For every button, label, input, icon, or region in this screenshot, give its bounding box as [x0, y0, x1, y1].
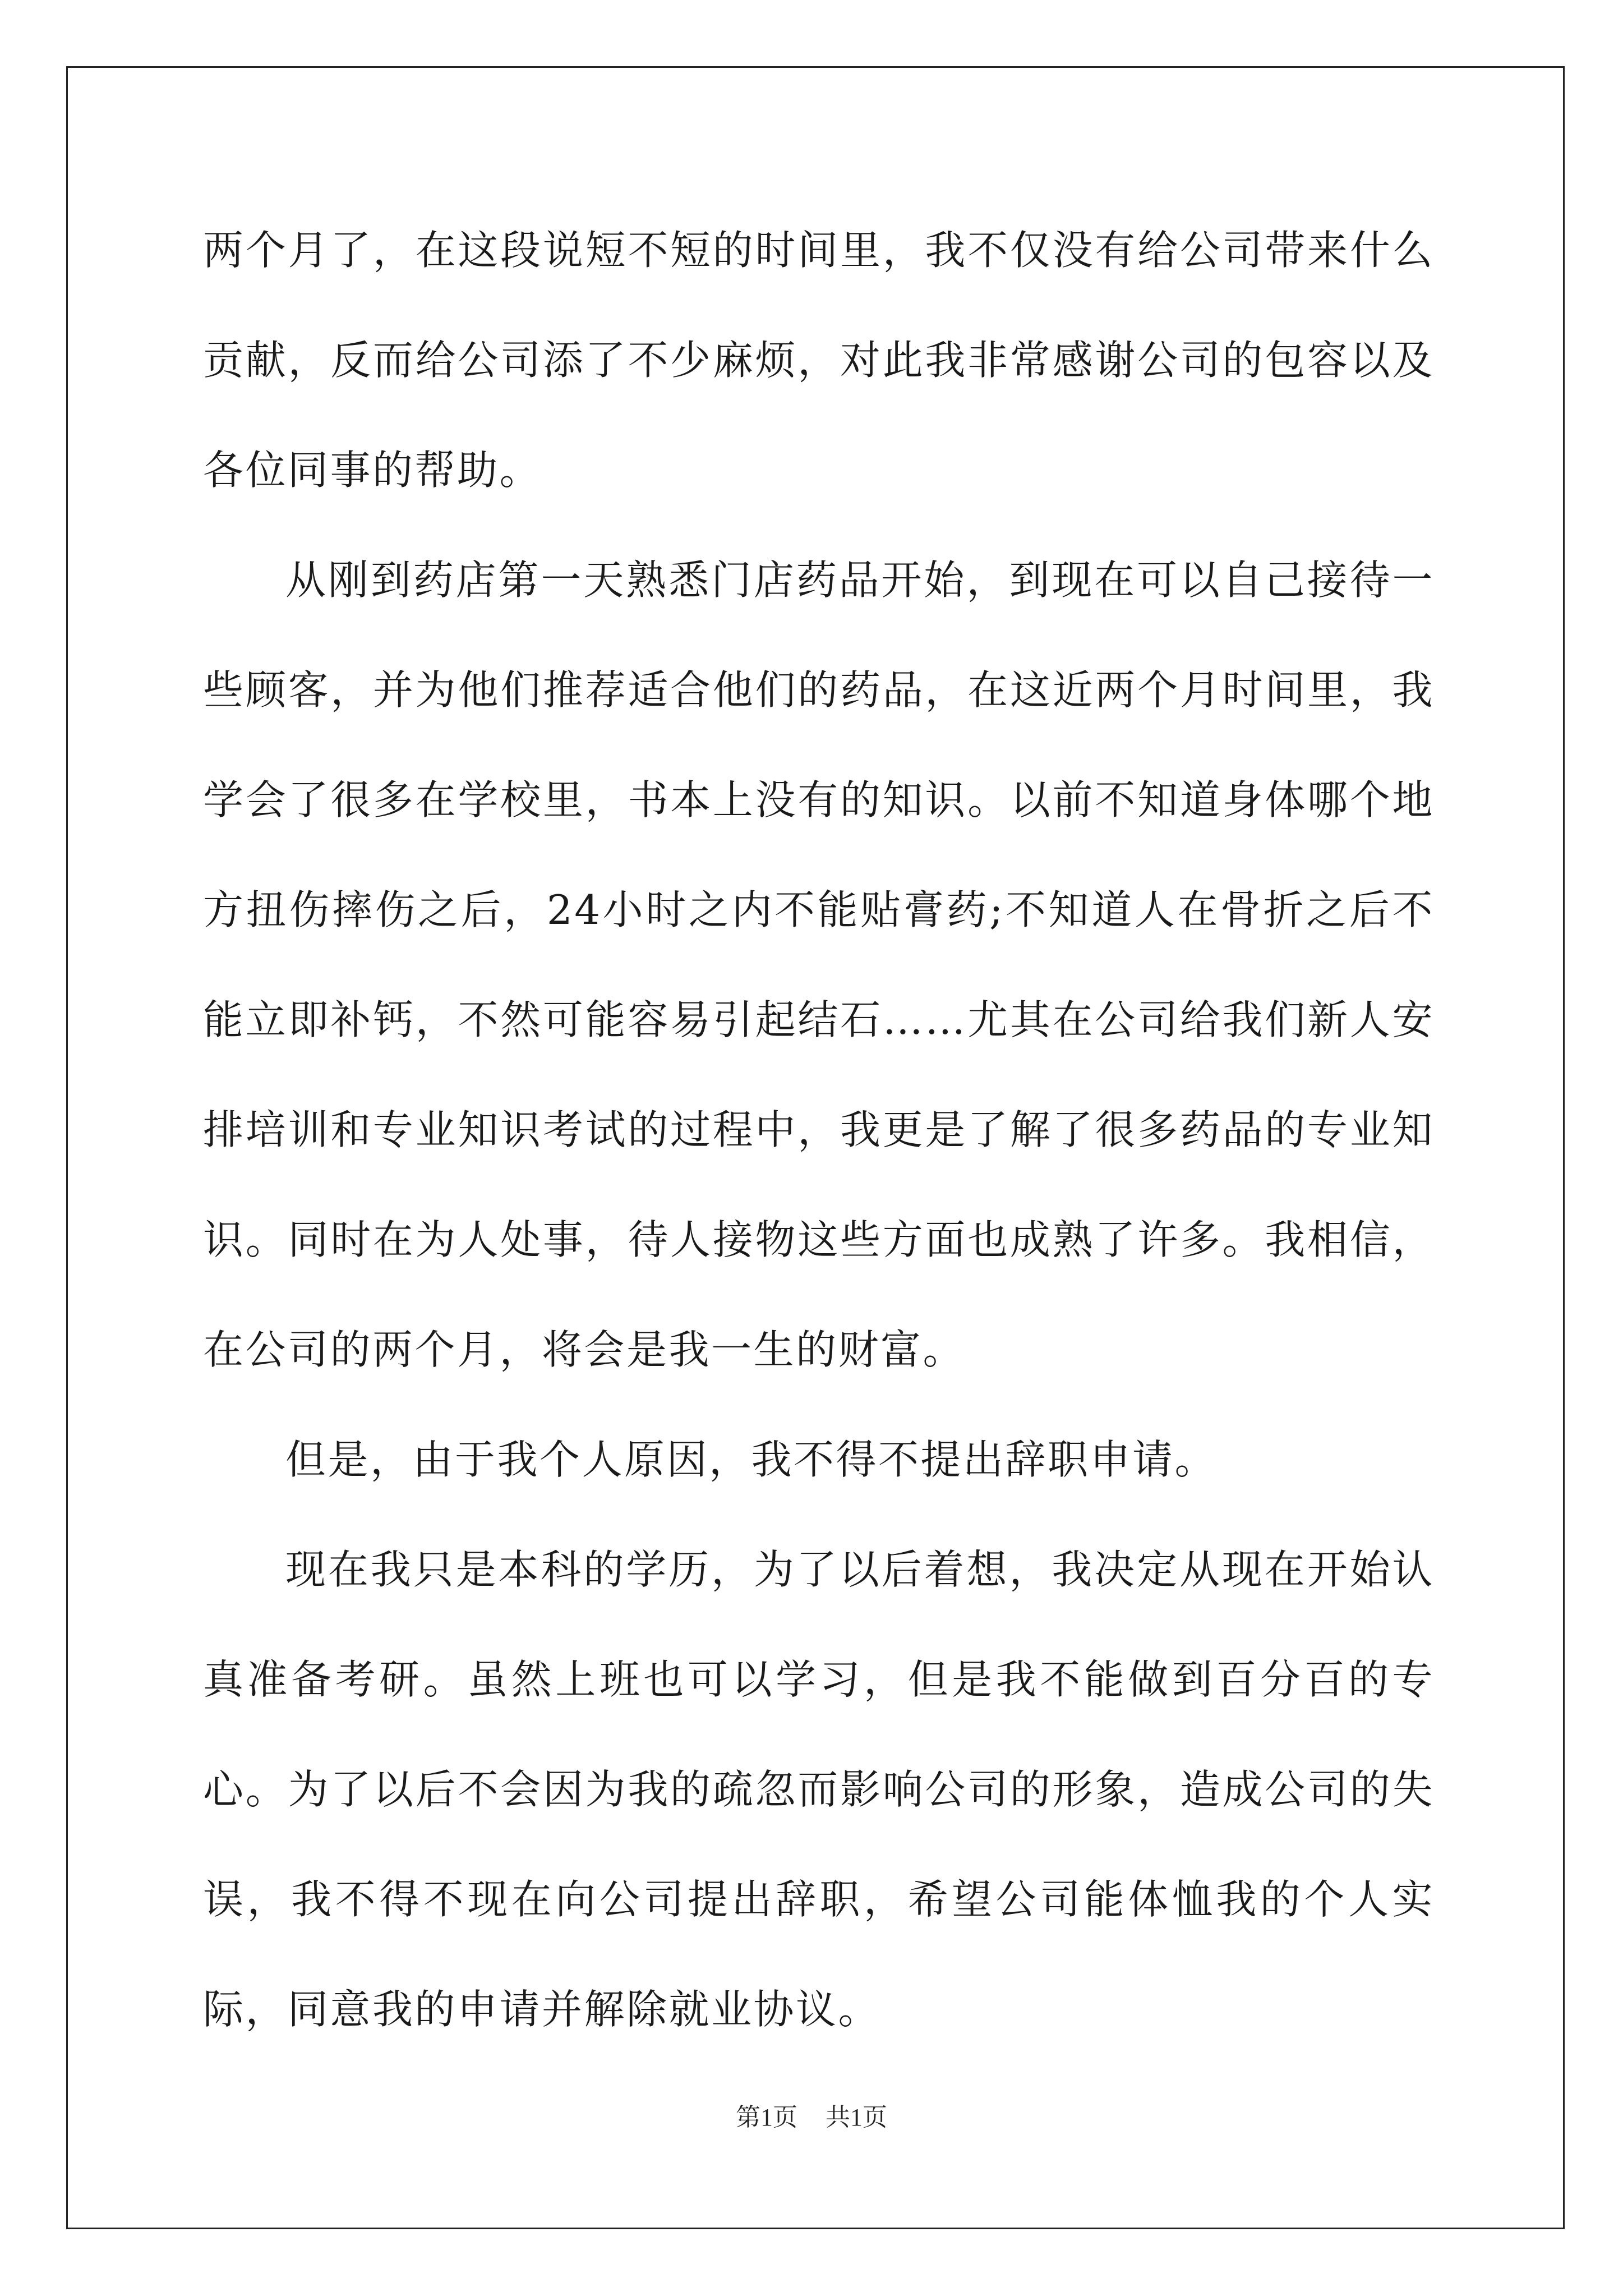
current-page-label: 第1页: [736, 2104, 797, 2131]
paragraph-4: 现在我只是本科的学历，为了以后着想，我决定从现在开始认真准备考研。虽然上班也可以学习，但是我不能做到百分百的专心。为了以后不会因为我的疏忽而影响公司的形象，造成公司的失误，我不得不现在向公司提出辞职，希望公司能体恤我的个人实际，同意我的申请并解除就业协议。: [203, 1546, 1435, 2033]
paragraph-1: 两个月了，在这段说短不短的时间里，我不仅没有给公司带来什么贡献，反而给公司添了不少麻烦，对此我非常感谢公司的包容以及各位同事的帮助。: [203, 227, 1435, 494]
total-pages-label: 共1页: [826, 2104, 887, 2131]
page-footer: [0, 2101, 1623, 2134]
paragraph-2: 从刚到药店第一天熟悉门店药品开始，到现在可以自己接待一些顾客，并为他们推荐适合他们的药品，在这近两个月时间里，我学会了很多在学校里，书本上没有的知识。以前不知道身体哪个地方扭伤摔伤之后，24小时之内不能贴膏药;不知道人在骨折之后不能立即补钙，不然可能容易引起结石……尤其在公司给我们新人安排培训和专业知识考试的过程中，我更是了解了很多药品的专业知识。同时在为人处事，待人接物这些方面也成熟了许多。我相信，在公司的两个月，将会是我一生的财富。: [203, 556, 1435, 1373]
document-body: [203, 195, 1435, 2064]
paragraph-3: 但是，由于我个人原因，我不得不提出辞职申请。: [285, 1436, 1218, 1483]
